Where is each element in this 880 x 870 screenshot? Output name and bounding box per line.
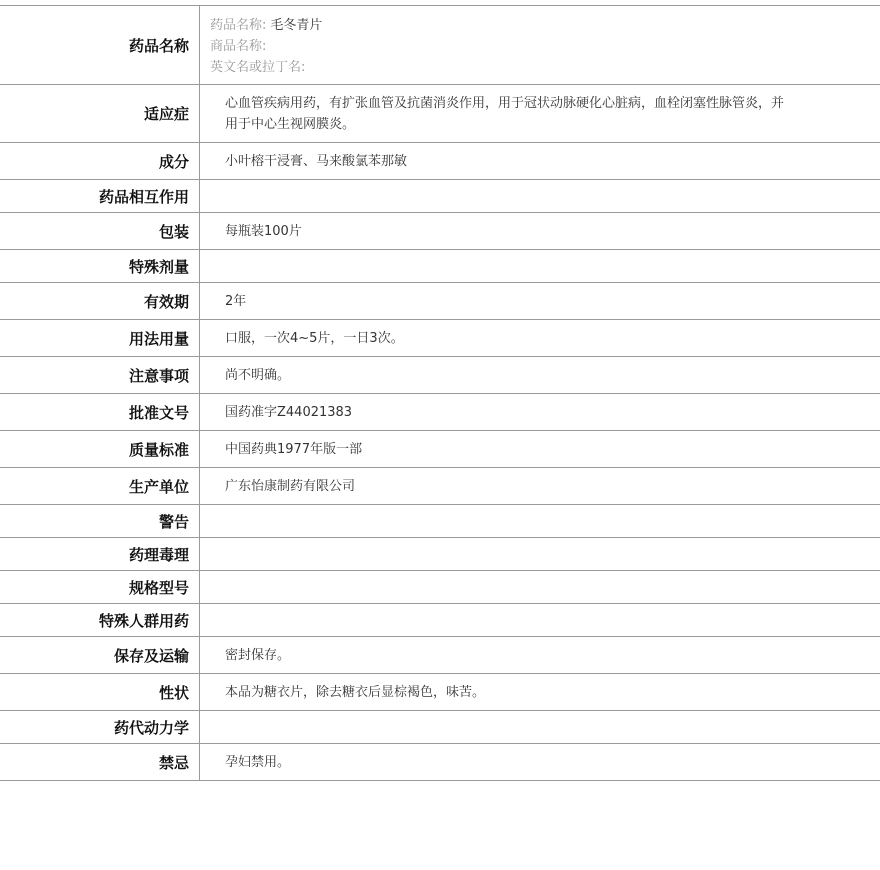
row-label: 批准文号 [0, 394, 200, 430]
row-value [200, 180, 880, 212]
row-specification [0, 571, 880, 604]
row-special-dosage [0, 250, 880, 283]
row-indications [0, 85, 880, 143]
row-special-populations [0, 604, 880, 637]
generic-name-line [210, 15, 870, 36]
row-usage [0, 320, 880, 357]
row-value: 孕妇禁用。 [225, 755, 291, 770]
row-label: 特殊人群用药 [0, 604, 200, 636]
row-label: 生产单位 [0, 468, 200, 504]
row-ingredients [0, 143, 880, 180]
trade-name-key: 商品名称: [210, 39, 267, 54]
row-label: 药理毒理 [0, 538, 200, 570]
drug-name-values [200, 6, 880, 84]
row-contraindications [0, 744, 880, 781]
generic-name-value: 毛冬青片 [270, 18, 323, 33]
row-value: 本品为糖衣片，除去糖衣后显棕褐色，味苦。 [225, 685, 486, 700]
row-pharmacology [0, 538, 880, 571]
row-label: 规格型号 [0, 571, 200, 603]
row-label: 适应症 [0, 85, 200, 142]
row-shelf-life [0, 283, 880, 320]
row-approval-number [0, 394, 880, 431]
row-value: 中国药典1977年版一部 [225, 442, 363, 457]
row-packaging [0, 213, 880, 250]
row-label: 包装 [0, 213, 200, 249]
row-value [200, 505, 880, 537]
row-value [200, 250, 880, 282]
row-label: 警告 [0, 505, 200, 537]
row-value: 心血管疾病用药，有扩张血管及抗菌消炎作用，用于冠状动脉硬化心脏病，血栓闭塞性脉管炎，并用于中心生视网膜炎。 [225, 96, 785, 132]
row-quality-standard [0, 431, 880, 468]
row-label: 有效期 [0, 283, 200, 319]
row-label: 药品名称 [0, 6, 200, 84]
row-warning [0, 505, 880, 538]
row-label: 用法用量 [0, 320, 200, 356]
row-label: 质量标准 [0, 431, 200, 467]
row-label: 性状 [0, 674, 200, 710]
row-pharmacokinetics [0, 711, 880, 744]
row-value: 口服，一次4~5片，一日3次。 [225, 331, 404, 346]
row-value: 国药准字Z44021383 [225, 405, 353, 420]
row-manufacturer [0, 468, 880, 505]
row-storage [0, 637, 880, 674]
generic-name-key: 药品名称: [210, 18, 267, 33]
row-drug-name [0, 6, 880, 85]
row-value [200, 538, 880, 570]
trade-name-line [210, 36, 870, 57]
row-label: 特殊剂量 [0, 250, 200, 282]
row-value: 2年 [225, 294, 247, 309]
row-description [0, 674, 880, 711]
row-value [200, 711, 880, 743]
row-label: 成分 [0, 143, 200, 179]
english-name-line [210, 57, 870, 78]
row-value: 小叶榕干浸膏、马来酸氯苯那敏 [225, 154, 408, 169]
row-value: 密封保存。 [225, 648, 291, 663]
row-value: 每瓶装100片 [225, 224, 302, 239]
row-precautions [0, 357, 880, 394]
row-value [200, 604, 880, 636]
row-label: 保存及运输 [0, 637, 200, 673]
row-label: 禁忌 [0, 744, 200, 780]
row-label: 药代动力学 [0, 711, 200, 743]
english-name-key: 英文名或拉丁名: [210, 60, 306, 75]
row-label: 药品相互作用 [0, 180, 200, 212]
drug-spec-table [0, 5, 880, 781]
row-label: 注意事项 [0, 357, 200, 393]
row-value [200, 571, 880, 603]
row-interactions [0, 180, 880, 213]
row-value: 尚不明确。 [225, 368, 291, 383]
row-value: 广东怡康制药有限公司 [225, 479, 356, 494]
